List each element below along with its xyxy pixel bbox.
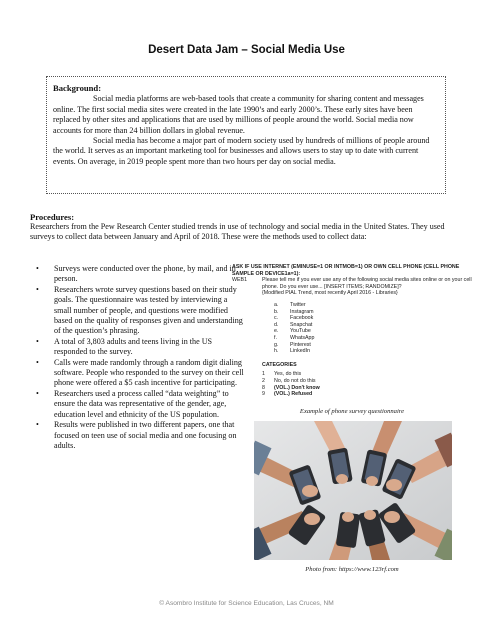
survey-note: {Modified PIAL Trend, most recently April 2016 - Libraries} xyxy=(262,290,398,297)
bullet-icon: • xyxy=(36,388,39,398)
background-box xyxy=(46,76,446,194)
list-item: • Researchers used a process called “data weighting” to ensure the data was representative of the gender, age, education level and ethnicity of the US population. xyxy=(36,388,229,419)
list-item: • Calls were made randomly through a random digit dialing software. People who responded to the survey on their cell phone were offered a $5 cash incentive for participating. xyxy=(36,357,244,388)
bullet-icon: • xyxy=(36,357,39,367)
bullet-icon: • xyxy=(36,284,39,294)
survey-item: f. WhatsApp xyxy=(274,334,315,341)
phones-photo-image xyxy=(254,421,452,560)
survey-caption: Example of phone survey questionnaire xyxy=(299,408,405,415)
photo-caption: Photo from: https://www.123rf.com xyxy=(305,566,399,573)
survey-item: c. Facebook xyxy=(274,315,314,322)
phones-photo xyxy=(254,421,452,560)
survey-categories-label: CATEGORIES xyxy=(262,361,297,368)
survey-category: 1 Yes, do this xyxy=(262,371,302,378)
survey-item: a. Twitter xyxy=(274,301,306,308)
survey-item: h. LinkedIn xyxy=(274,348,311,355)
survey-category: 2 No, do not do this xyxy=(262,377,316,384)
survey-category: 8 (VOL.) Don't know xyxy=(262,384,320,391)
survey-item: g. Pinterest xyxy=(274,341,311,348)
survey-item: b. Instagram xyxy=(274,308,314,315)
background-paragraph-1: Social media platforms are web-based tools that create a community for sharing content and messages online. The first social media sites were created in the late 1990’s and early 2000’s. These early sites have been replaced by other sites and applications that are used by millions of people around the world. Social media now accounts for more than 24 billion dollars in global revenue. xyxy=(53,94,424,135)
bullet-icon: • xyxy=(36,336,39,346)
procedures-intro: Researchers from the Pew Research Center studied trends in use of technology and social media in the United States. They used surveys to collect data between January and April of 2018. These were the methods used to collect data: xyxy=(30,222,445,242)
list-item: • Surveys were conducted over the phone, by mail, and in person. xyxy=(36,264,236,284)
survey-category: 9 (VOL.) Refused xyxy=(262,391,313,398)
background-heading: Background: xyxy=(53,83,102,93)
survey-condition: ASK IF USE INTERNET (EMINUSE=1 OR INTMOB=1) OR OWN CELL PHONE (CELL PHONE SAMPLE OR DEVICE1a=1): xyxy=(232,264,460,277)
footer-copyright: © Asombro Institute for Science Education, Las Cruces, NM xyxy=(159,600,334,607)
survey-item: e. YouTube xyxy=(274,328,311,335)
background-paragraph-2: Social media has become a major part of modern society used by hundreds of millions of people around the world. It serves as an important marketing tool for businesses and allows users to stay up to date with current events. On average, in 2019 people spent more than two hours per day on social media. xyxy=(53,136,430,166)
bullet-icon: • xyxy=(36,264,39,273)
list-item: • Researchers wrote survey questions based on their study goals. The questionnaire was tested by interviewing a small number of people, and questions were modified based on the quality of responses given and understanding of the question’s phrasing. xyxy=(36,284,243,336)
bullet-icon: • xyxy=(36,420,39,430)
survey-code: WEB1 xyxy=(232,277,248,284)
list-item: • Results were published in two different papers, one that focused on teen use of social media and one focusing on adults. xyxy=(36,420,237,450)
list-item: • A total of 3,803 adults and teens living in the US responded to the survey. xyxy=(36,336,213,357)
procedures-heading: Procedures: xyxy=(30,212,75,222)
survey-item: d. Snapchat xyxy=(274,321,313,328)
survey-questionnaire-example xyxy=(232,264,472,398)
procedures-bullet-list xyxy=(34,264,244,451)
page-title: Desert Data Jam – Social Media Use xyxy=(148,44,345,56)
survey-items xyxy=(274,302,472,355)
survey-categories xyxy=(262,371,472,397)
survey-question: Please tell me if you ever use any of the following social media sites online or on your cell phone. Do you ever use... [INSERT ITEMS; RANDOMIZE]? xyxy=(262,277,472,290)
